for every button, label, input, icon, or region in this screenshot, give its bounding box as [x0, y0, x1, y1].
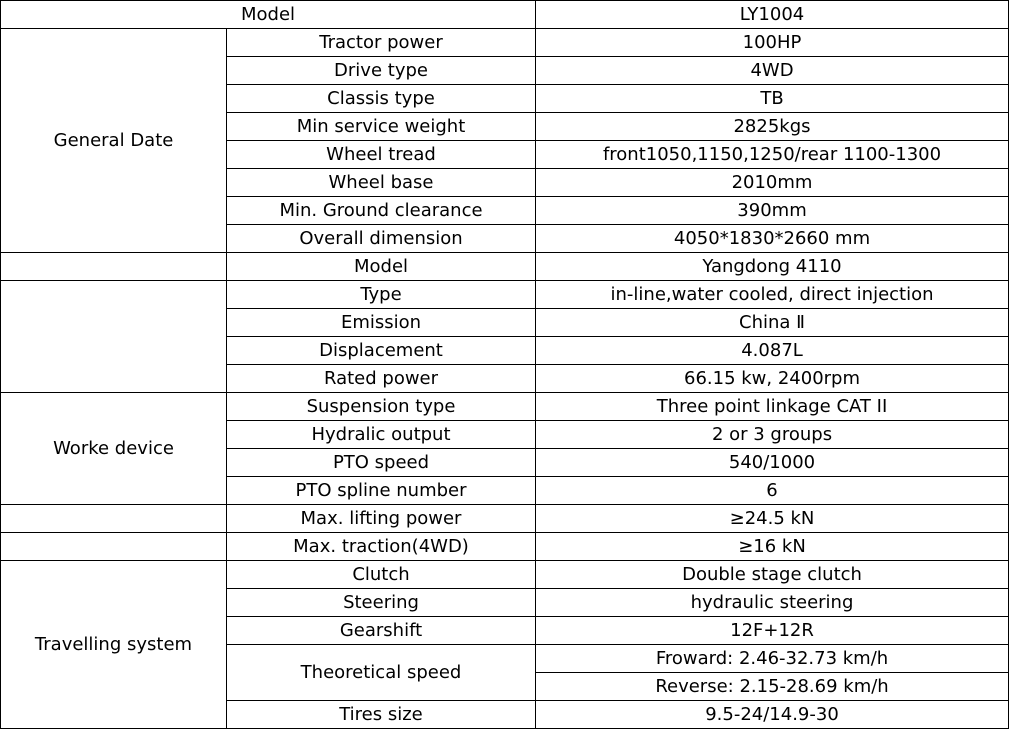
spec-value: hydraulic steering: [536, 589, 1009, 617]
group-travelling-system: Travelling system: [1, 561, 227, 729]
spec-label: Max. lifting power: [227, 505, 536, 533]
spec-value: ≥24.5 kN: [536, 505, 1009, 533]
spec-label: Wheel tread: [227, 141, 536, 169]
table-row: [1, 253, 1009, 281]
spec-label: Displacement: [227, 337, 536, 365]
spec-label: Min service weight: [227, 113, 536, 141]
spec-value: 2825kgs: [536, 113, 1009, 141]
empty-group-cell: [1, 505, 227, 533]
spec-label: Hydralic output: [227, 421, 536, 449]
header-value: LY1004: [536, 1, 1009, 29]
table-row: [1, 281, 1009, 309]
table-row: [1, 393, 1009, 421]
spec-value: Yangdong 4110: [536, 253, 1009, 281]
spec-label: Overall dimension: [227, 225, 536, 253]
spec-value: in-line,water cooled, direct injection: [536, 281, 1009, 309]
header-label: Model: [1, 1, 536, 29]
group-engine: [1, 281, 227, 393]
spec-label: Tractor power: [227, 29, 536, 57]
spec-label: Suspension type: [227, 393, 536, 421]
table-row: [1, 505, 1009, 533]
spec-label: Wheel base: [227, 169, 536, 197]
empty-group-cell: [1, 253, 227, 281]
spec-label: Type: [227, 281, 536, 309]
table-row: [1, 533, 1009, 561]
spec-label: Theoretical speed: [227, 645, 536, 701]
spec-label: Max. traction(4WD): [227, 533, 536, 561]
empty-group-cell: [1, 533, 227, 561]
spec-label: Tires size: [227, 701, 536, 729]
spec-label: Model: [227, 253, 536, 281]
spec-value: Double stage clutch: [536, 561, 1009, 589]
spec-label: Min. Ground clearance: [227, 197, 536, 225]
spec-value: 6: [536, 477, 1009, 505]
spec-value: 390mm: [536, 197, 1009, 225]
spec-value: China Ⅱ: [536, 309, 1009, 337]
spec-label: Drive type: [227, 57, 536, 85]
spec-value: 9.5-24/14.9-30: [536, 701, 1009, 729]
spec-value: 4.087L: [536, 337, 1009, 365]
spec-label: PTO spline number: [227, 477, 536, 505]
spec-value: 2 or 3 groups: [536, 421, 1009, 449]
spec-label: Gearshift: [227, 617, 536, 645]
spec-value: TB: [536, 85, 1009, 113]
spec-label: Clutch: [227, 561, 536, 589]
group-worke-device: Worke device: [1, 393, 227, 505]
spec-value: ≥16 kN: [536, 533, 1009, 561]
table-row: [1, 1, 1009, 29]
spec-value: 4050*1830*2660 mm: [536, 225, 1009, 253]
spec-value: 66.15 kw, 2400rpm: [536, 365, 1009, 393]
spec-value: Froward: 2.46-32.73 km/h: [536, 645, 1009, 673]
spec-value: 100HP: [536, 29, 1009, 57]
spec-value: Three point linkage CAT II: [536, 393, 1009, 421]
spec-label: PTO speed: [227, 449, 536, 477]
spec-label: Steering: [227, 589, 536, 617]
table-row: [1, 29, 1009, 57]
spec-label: Emission: [227, 309, 536, 337]
spec-label: Classis type: [227, 85, 536, 113]
spec-label: Rated power: [227, 365, 536, 393]
spec-value: 12F+12R: [536, 617, 1009, 645]
spec-value: 540/1000: [536, 449, 1009, 477]
spec-value: 2010mm: [536, 169, 1009, 197]
table-row: [1, 561, 1009, 589]
spec-value: front1050,1150,1250/rear 1100-1300: [536, 141, 1009, 169]
spec-value: Reverse: 2.15-28.69 km/h: [536, 673, 1009, 701]
group-general-date: General Date: [1, 29, 227, 253]
spec-value: 4WD: [536, 57, 1009, 85]
